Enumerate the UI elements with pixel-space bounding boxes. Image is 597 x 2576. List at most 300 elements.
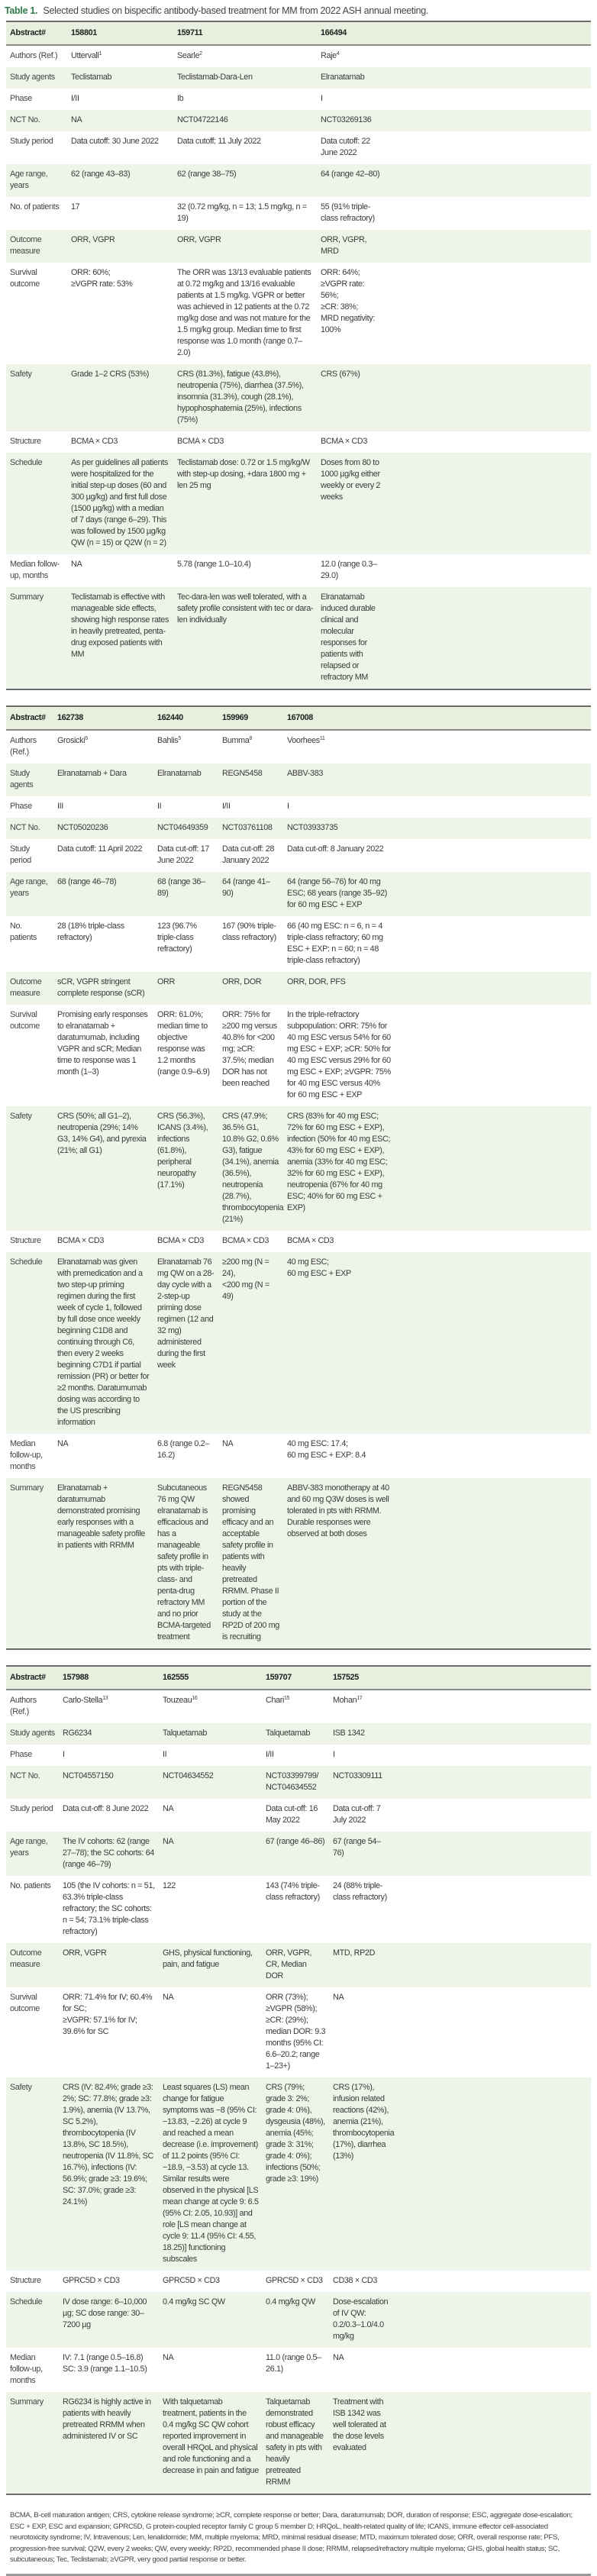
cell-text: 64 (range 41–90) — [222, 877, 270, 898]
cell-text: Raje — [321, 51, 337, 60]
table-cell — [262, 2348, 329, 2392]
table-cell — [317, 45, 387, 67]
table-cell — [317, 554, 387, 587]
table-cell — [329, 2271, 394, 2292]
spacer-cell — [394, 2077, 591, 2271]
table-cell — [67, 45, 173, 67]
spacer-cell — [387, 131, 591, 164]
cell-text: Data cutoff: 11 April 2022 — [57, 844, 143, 854]
table-row — [6, 1106, 591, 1231]
table-cell — [317, 89, 387, 110]
cell-text: GPRC5D × CD3 — [63, 2276, 120, 2285]
table-cell — [329, 1766, 394, 1799]
cell-text: CRS (79%; grade 3: 2%; grade 4: 0%), dysgeusia (48%), anemia (45%; grade 3: 31%; grade 4: 0%); infections (50%; grade ≥3: 19%) — [266, 2083, 325, 2184]
table-cell — [159, 1832, 262, 1876]
table-row — [6, 1799, 591, 1832]
cell-text: Teclistamab is effective with manageable side effects, showing high response rates in heavily pretreated, penta-drug exposed patients with MM — [71, 592, 169, 659]
spacer-cell — [387, 67, 591, 89]
table-cell — [329, 1943, 394, 1987]
table-cell — [262, 2292, 329, 2348]
cell-text: BCMA × CD3 — [177, 437, 224, 446]
row-label: Phase — [10, 94, 32, 103]
cell-text: ORR, DOR — [222, 977, 262, 986]
row-label: Median follow-up, months — [10, 2353, 43, 2385]
table-cell — [283, 839, 394, 872]
table-cell — [317, 110, 387, 131]
table-cell — [329, 1723, 394, 1745]
cell-text: CRS (50%; all G1–2), neutropenia (29%; 14% G3, 14% G4), and pyrexia (21%; all G1) — [57, 1112, 147, 1155]
cell-text: ORR: 60%; ≥VGPR rate: 53% — [71, 268, 133, 289]
cell-text: I — [287, 802, 289, 811]
cell-text: 123 (96.7% triple-class refractory) — [157, 922, 197, 954]
table-cell — [159, 1943, 262, 1987]
table-cell — [53, 730, 153, 763]
table-cell — [53, 1478, 153, 1649]
cell-text: Elranatamab induced durable clinical and molecular responses for patients with relapsed or refractory MM — [321, 592, 376, 682]
table-cell — [53, 972, 153, 1005]
cell-text: NA — [222, 1439, 234, 1448]
table-cell — [59, 1832, 159, 1876]
cell-text: GHS, physical functioning, pain, and fatigue — [163, 1948, 253, 1969]
table-cell — [153, 1231, 218, 1252]
cell-text: Elranatamab + daratumumab demonstrated promising early responses with a manageable safety profile in patients with RRMM — [57, 1483, 145, 1550]
table-row — [6, 1723, 591, 1745]
cell-text: CRS (47.9%; 36.5% G1, 10.8% G2, 0.6% G3), fatigue (34.1%), anemia (36.5%), neutropenia (28.7%), thrombocytopenia (21%) — [222, 1112, 284, 1224]
spacer-cell — [387, 21, 591, 45]
table-cell — [262, 1766, 329, 1799]
cell-text: BCMA × CD3 — [71, 437, 118, 446]
row-label: Study period — [10, 844, 31, 865]
table-number: Table 1. — [5, 5, 38, 16]
table-cell — [218, 763, 283, 796]
cell-text: Data cut-off: 17 June 2022 — [157, 844, 210, 865]
table-cell — [317, 164, 387, 197]
table-row — [6, 67, 591, 89]
table-cell — [59, 2392, 159, 2494]
row-label: Authors (Ref.) — [10, 736, 37, 757]
table-cell — [283, 763, 394, 796]
cell-text: 11.0 (range 0.5–26.1) — [266, 2353, 321, 2374]
cell-text: NA — [57, 1439, 69, 1448]
cell-text: Teclistamab-Dara-Len — [177, 73, 253, 82]
row-label: Schedule — [10, 458, 43, 467]
table-cell — [317, 364, 387, 431]
cell-text: Data cut-off: 7 July 2022 — [333, 1804, 381, 1825]
table-caption — [0, 0, 597, 21]
tables-container — [0, 21, 597, 2495]
table-cell — [153, 839, 218, 872]
table-row — [6, 587, 591, 689]
cell-text: CRS (IV: 82.4%; grade ≥3: 2%; SC: 77.8%; grade ≥3: 1.9%), anemia (IV 13.7%, SC 5.2%), thrombocytopenia (IV 13.8%, SC 18.5%), neutropenia (IV 11.8%, SC 16.7%), infections (IV: 56.9%; grade ≥3: 19.6%; SC: 37.0%; grade ≥3: 24.1%) — [63, 2083, 153, 2206]
cell-text: GPRC5D × CD3 — [266, 2276, 323, 2285]
study-table-2 — [6, 705, 591, 1650]
spacer-cell — [394, 706, 591, 730]
table-cell — [153, 916, 218, 972]
row-label: NCT No. — [10, 115, 40, 124]
table-cell — [59, 1943, 159, 1987]
spacer-cell — [394, 818, 591, 839]
table-cell — [317, 587, 387, 689]
spacer-cell — [394, 1231, 591, 1252]
cell-text: I — [333, 1750, 335, 1759]
table-cell — [173, 453, 317, 554]
cell-text: Talquetamab — [163, 1729, 207, 1738]
table-cell — [59, 2348, 159, 2392]
table-cell — [173, 197, 317, 230]
table-cell — [53, 916, 153, 972]
table-cell — [67, 230, 173, 263]
table-row — [6, 763, 591, 796]
spacer-cell — [387, 164, 591, 197]
cell-text: 143 (74% triple-class refractory) — [266, 1881, 320, 1902]
row-label: Age range, years — [10, 1837, 48, 1858]
table-row — [6, 1231, 591, 1252]
table-cell — [317, 67, 387, 89]
cell-text: 67 (range 54–76) — [333, 1837, 381, 1858]
cell-text: CRS (17%), infusion related reactions (42%), anemia (21%), thrombocytopenia (17%), diarrhea (13%) — [333, 2083, 395, 2161]
table-row — [6, 1745, 591, 1766]
cell-text: I/II — [266, 1750, 274, 1759]
cell-text: Bahlis — [157, 736, 179, 745]
table-cell — [53, 1005, 153, 1106]
cell-text: 40 mg ESC; 60 mg ESC + EXP — [287, 1257, 351, 1278]
header-abstract-id: 159969 — [222, 713, 248, 722]
cell-text: RG6234 is highly active in patients with heavily pretreated RRMM when administered IV or SC — [63, 2397, 151, 2441]
cell-text: NA — [333, 2353, 344, 2362]
table-cell — [153, 818, 218, 839]
table-cell — [283, 1005, 394, 1106]
table-cell — [262, 1832, 329, 1876]
table-cell — [262, 2077, 329, 2271]
cell-text: ORR, DOR, PFS — [287, 977, 346, 986]
cell-text: 68 (range 36–89) — [157, 877, 205, 898]
cell-text: Elranatamab + Dara — [57, 769, 127, 778]
cell-text: Grade 1–2 CRS (53%) — [71, 370, 149, 379]
table-row — [6, 2348, 591, 2392]
spacer-cell — [387, 587, 591, 689]
cell-text: BCMA × CD3 — [222, 1236, 269, 1245]
abbreviations-footnote: BCMA, B-cell maturation antigen; CRS, cytokine release syndrome; ≥CR, complete response or better; Dara, daratumumab; DOR, duration of response; ESC, aggregate dose-escalation; ESC + EXP, ESC and expansion; GPRC5D, G protein-coupled receptor family C group 5 member D; HRQoL, health-related quality of life; ICANS, immune effector cell-associated neurotoxicity syndrome; IV, Intravenous; Len, lenalidomide; MM, multiple myeloma; MRD, minimal residual disease; MTD, maximum tolerated dose; ORR, overall response rate; PFS, progression-free survival; Q2W, every 2 weeks; QW, every weekly; RP2D, recommended phase II dose; RRMM, relapsed/refractory multiple myeloma; GHS, global health status; SC, subcutaneous; Tec, Teclistamab; ≥VGPR, very good partial response or better. — [6, 2504, 591, 2576]
row-label: Schedule — [10, 1257, 43, 1267]
cell-text: NA — [71, 115, 82, 124]
table-header-row — [6, 706, 591, 730]
header-label: Abstract# — [10, 1673, 46, 1682]
table-row — [6, 263, 591, 364]
cell-text: II — [157, 802, 162, 811]
table-cell — [53, 818, 153, 839]
table-cell — [329, 1876, 394, 1943]
cell-text: NCT04649359 — [157, 823, 208, 832]
row-label: No. patients — [10, 922, 37, 942]
table-cell — [329, 1690, 394, 1723]
cell-text: Grosicki — [57, 736, 86, 745]
table-cell — [262, 1723, 329, 1745]
table-cell — [329, 1745, 394, 1766]
row-label: Authors (Ref.) — [10, 1696, 37, 1716]
table-cell — [159, 1876, 262, 1943]
row-label: Study period — [10, 137, 53, 146]
table-row — [6, 1252, 591, 1434]
table-row — [6, 2392, 591, 2494]
table-row — [6, 554, 591, 587]
table-cell — [59, 1799, 159, 1832]
cell-text: 5.78 (range 1.0–10.4) — [177, 560, 251, 569]
table-cell — [59, 2292, 159, 2348]
spacer-cell — [394, 2392, 591, 2494]
table-cell — [262, 1987, 329, 2077]
table-row — [6, 131, 591, 164]
table-cell — [317, 131, 387, 164]
table-cell — [67, 263, 173, 364]
table-row — [6, 1832, 591, 1876]
table-cell — [218, 796, 283, 818]
cell-text: NCT03761108 — [222, 823, 273, 832]
table-row — [6, 730, 591, 763]
table-cell — [159, 1690, 262, 1723]
cell-text: Teclistamab dose: 0.72 or 1.5 mg/kg/W with step-up dosing, +dara 1800 mg + len 25 mg — [177, 458, 310, 490]
table-row — [6, 164, 591, 197]
cell-text: Teclistamab — [71, 73, 112, 82]
table-cell — [59, 1766, 159, 1799]
cell-text: ORR — [157, 977, 175, 986]
table-cell — [159, 1799, 262, 1832]
row-label: Study agents — [10, 1729, 55, 1738]
table-cell — [153, 763, 218, 796]
cell-text: Elranatamab — [321, 73, 365, 82]
spacer-cell — [394, 1832, 591, 1876]
cell-text: RG6234 — [63, 1729, 92, 1738]
table-cell — [153, 1005, 218, 1106]
cell-text: Data cut-off: 8 January 2022 — [287, 844, 384, 854]
cell-text: 32 (0.72 mg/kg, n = 13; 1.5 mg/kg, n = 19) — [177, 202, 307, 223]
table-cell — [218, 916, 283, 972]
cell-text: NCT03309111 — [333, 1771, 382, 1780]
table-cell — [53, 1434, 153, 1478]
row-label: Outcome measure — [10, 235, 42, 256]
table-cell — [59, 1987, 159, 2077]
table-cell — [283, 1106, 394, 1231]
table-cell — [173, 45, 317, 67]
cell-text: ORR: 61.0%; median time to objective response was 1.2 months (range 0.9–6.9) — [157, 1010, 210, 1077]
spacer-cell — [387, 453, 591, 554]
table-cell — [218, 872, 283, 916]
spacer-cell — [394, 1106, 591, 1231]
reference-number: 2 — [199, 51, 202, 56]
cell-text: Data cut-off: 8 June 2022 — [63, 1804, 149, 1813]
table-cell — [218, 1434, 283, 1478]
table-row — [6, 453, 591, 554]
table-cell — [329, 2292, 394, 2348]
table-cell — [59, 1745, 159, 1766]
table-cell — [329, 1799, 394, 1832]
table-row — [6, 818, 591, 839]
cell-text: In the triple-refractory subpopulation: ORR: 75% for 40 mg ESC versus 54% for 60 mg ESC + EXP; ≥CR: 50% for 40 mg ESC versus 29% for 60 mg ESC + EXP; ≥VGPR: 75% for 40 mg ESC versus 40% for 60 mg ESC + EXP — [287, 1010, 391, 1099]
cell-text: IV dose range: 6–10,000 µg; SC dose range: 30–7200 µg — [63, 2297, 147, 2329]
spacer-cell — [394, 1666, 591, 1690]
cell-text: The IV cohorts: 62 (range 27–78); the SC cohorts: 64 (range 46–79) — [63, 1837, 154, 1869]
cell-text: 17 — [71, 202, 80, 211]
spacer-cell — [387, 45, 591, 67]
spacer-cell — [394, 2348, 591, 2392]
cell-text: CRS (56.3%), ICANS (3.4%), infections (61.8%), peripheral neuropathy (17.1%) — [157, 1112, 208, 1190]
table-row — [6, 872, 591, 916]
row-label: Safety — [10, 2083, 32, 2092]
table-cell — [59, 2271, 159, 2292]
cell-text: The ORR was 13/13 evaluable patients at 0.72 mg/kg and 13/16 evaluable patients at 1.5 mg/kg. VGPR or better was achieved in 12 patients at the 0.72 mg/kg dose and was not mature for the 1.5 mg/kg group. Median time to first response was 1.0 month (range 0.7–2.0) — [177, 268, 311, 357]
table-row — [6, 110, 591, 131]
cell-text: Ib — [177, 94, 184, 103]
cell-text: I/II — [222, 802, 231, 811]
table-cell — [173, 587, 317, 689]
table-cell — [67, 89, 173, 110]
table-row — [6, 2292, 591, 2348]
spacer-cell — [394, 1799, 591, 1832]
table-cell — [262, 2392, 329, 2494]
header-abstract-id: 167008 — [287, 713, 313, 722]
cell-text: ORR: 75% for ≥200 mg versus 40.8% for <200 mg; ≥CR: 37.5%; median DOR has not been reached — [222, 1010, 277, 1088]
cell-text: ORR, VGPR — [71, 235, 115, 244]
cell-text: 6.8 (range 0.2–16.2) — [157, 1439, 209, 1460]
table-cell — [67, 554, 173, 587]
row-label: Outcome measure — [10, 1948, 42, 1969]
table-cell — [262, 1876, 329, 1943]
row-label: Study agents — [10, 73, 55, 82]
cell-text: ISB 1342 — [333, 1729, 365, 1738]
cell-text: Chari — [266, 1696, 285, 1705]
cell-text: 55 (91% triple-class refractory) — [321, 202, 375, 223]
cell-text: As per guidelines all patients were hospitalized for the initial step-up doses (60 and 300 µg/kg) and first full dose (1500 µg/kg) with a median of 7 days (range 6–29). This was followed by 1500 µg/kg QW (n = 15) or Q2W (n = 2) — [71, 458, 168, 547]
cell-text: 24 (88% triple-class refractory) — [333, 1881, 387, 1902]
cell-text: 167 (90% triple-class refractory) — [222, 922, 276, 942]
cell-text: Subcutaneous 76 mg QW elranatamab is efficacious and has a manageable safety profile in pts with triple-class- and penta-drug refractory MM and no prior BCMA-targeted treatment — [157, 1483, 211, 1641]
study-table-1 — [6, 21, 591, 690]
table-cell — [53, 1231, 153, 1252]
reference-number: 6 — [85, 736, 88, 741]
row-label: Study agents — [10, 769, 34, 789]
row-label: Structure — [10, 437, 41, 446]
cell-text: ORR, VGPR — [63, 1948, 107, 1958]
row-label: Outcome measure — [10, 977, 42, 998]
table-cell — [218, 1005, 283, 1106]
spacer-cell — [394, 1987, 591, 2077]
cell-text: 62 (range 43–83) — [71, 169, 131, 179]
table-cell — [218, 730, 283, 763]
spacer-cell — [394, 872, 591, 916]
cell-text: Doses from 80 to 1000 µg/kg either weekly or every 2 weeks — [321, 458, 381, 502]
reference-number: 16 — [192, 1696, 198, 1701]
cell-text: BCMA × CD3 — [157, 1236, 205, 1245]
row-label: No. of patients — [10, 202, 60, 211]
cell-text: REGN5458 showed promising efficacy and an acceptable safety profile in patients with heavily pretreated RRMM. Phase II portion of the study at the RP2D of 200 mg is recruiting — [222, 1483, 279, 1641]
table-row — [6, 1943, 591, 1987]
cell-text: ABBV-383 monotherapy at 40 and 60 mg Q3W doses is well tolerated in pts with RRMM. Durable responses were observed at both doses — [287, 1483, 389, 1538]
cell-text: Data cut-off: 28 January 2022 — [222, 844, 275, 865]
cell-text: 64 (range 42–80) — [321, 169, 380, 179]
cell-text: I — [63, 1750, 65, 1759]
table-cell — [53, 839, 153, 872]
table-row — [6, 2271, 591, 2292]
cell-text: 67 (range 46–86) — [266, 1837, 325, 1846]
spacer-cell — [394, 1745, 591, 1766]
cell-text: Voorhees — [287, 736, 320, 745]
table-cell — [59, 1876, 159, 1943]
cell-text: 66 (40 mg ESC: n = 6, n = 4 triple-class refractory; 60 mg ESC + EXP: n = 60; n = 48 triple-class refractory) — [287, 922, 383, 965]
spacer-cell — [387, 554, 591, 587]
table-row — [6, 89, 591, 110]
spacer-cell — [394, 730, 591, 763]
table-row — [6, 839, 591, 872]
table-row — [6, 972, 591, 1005]
spacer-cell — [394, 1766, 591, 1799]
cell-text: NCT04722146 — [177, 115, 228, 124]
cell-text: III — [57, 802, 63, 811]
spacer-cell — [387, 263, 591, 364]
caption-text: Selected studies on bispecific antibody-based treatment for MM from 2022 ASH annual meeting. — [43, 5, 429, 16]
table-cell — [329, 2348, 394, 2392]
reference-number: 13 — [102, 1696, 108, 1701]
table-cell — [173, 89, 317, 110]
cell-text: Tec-dara-len was well tolerated, with a safety profile consistent with tec or dara-len individually — [177, 592, 314, 625]
row-label: Summary — [10, 592, 44, 602]
row-label: Age range, years — [10, 877, 48, 898]
header-label: Abstract# — [10, 28, 46, 37]
table-row — [6, 1987, 591, 2077]
cell-text: NA — [71, 560, 82, 569]
table-cell — [173, 110, 317, 131]
header-abstract-id: 162440 — [157, 713, 183, 722]
table-cell — [153, 1478, 218, 1649]
header-abstract-id: 159711 — [177, 28, 203, 37]
table-cell — [317, 197, 387, 230]
table-cell — [53, 763, 153, 796]
reference-number: 8 — [249, 736, 252, 741]
row-label: NCT No. — [10, 823, 40, 832]
spacer-cell — [394, 1434, 591, 1478]
spacer-cell — [387, 431, 591, 453]
table-row — [6, 1005, 591, 1106]
cell-text: 0.4 mg/kg QW — [266, 2297, 315, 2306]
table-cell — [67, 197, 173, 230]
cell-text: BCMA × CD3 — [57, 1236, 105, 1245]
spacer-cell — [387, 89, 591, 110]
table-cell — [159, 2392, 262, 2494]
table-cell — [262, 1943, 329, 1987]
cell-text: Data cutoff: 22 June 2022 — [321, 137, 370, 157]
table-cell — [67, 131, 173, 164]
cell-text: Elranatamab was given with premedication and a two step-up priming regimen during the first week of cycle 1, followed by full dose once weekly beginning C1D8 and continuing through C6, then every 2 weeks beginning C7D1 if partial remission (PR) or better for ≥2 months. Daratumumab dosing was according to the US prescribing information — [57, 1257, 150, 1427]
cell-text: NA — [333, 1993, 344, 2002]
reference-number: 15 — [284, 1696, 290, 1701]
table-cell — [159, 1745, 262, 1766]
table-cell — [67, 164, 173, 197]
cell-text: BCMA × CD3 — [287, 1236, 334, 1245]
cell-text: MTD, RP2D — [333, 1948, 376, 1958]
header-abstract-id: 162738 — [57, 713, 83, 722]
table-cell — [153, 972, 218, 1005]
cell-text: CRS (67%) — [321, 370, 360, 379]
cell-text: NA — [163, 1993, 174, 2002]
table-cell — [173, 364, 317, 431]
table-cell — [159, 2271, 262, 2292]
table-cell — [173, 263, 317, 364]
cell-text: II — [163, 1750, 167, 1759]
table-cell — [329, 2392, 394, 2494]
cell-text: ORR: 64%; ≥VGPR rate: 56%; ≥CR: 38%; MRD negativity: 100% — [321, 268, 375, 334]
row-label: Survival outcome — [10, 268, 40, 289]
table-cell — [218, 818, 283, 839]
cell-text: Talquetamab demonstrated robust efficacy and manageable safety in pts with heavily pretreated RRMM — [266, 2397, 324, 2487]
cell-text: CRS (83% for 40 mg ESC; 72% for 60 mg ESC + EXP), infection (50% for 40 mg ESC; 43% for 60 mg ESC + EXP), anemia (33% for 40 mg ESC; 32% for 60 mg ESC + EXP), neutropenia (67% for 40 mg ESC; 40% for 60 mg ESC + EXP) — [287, 1112, 391, 1212]
